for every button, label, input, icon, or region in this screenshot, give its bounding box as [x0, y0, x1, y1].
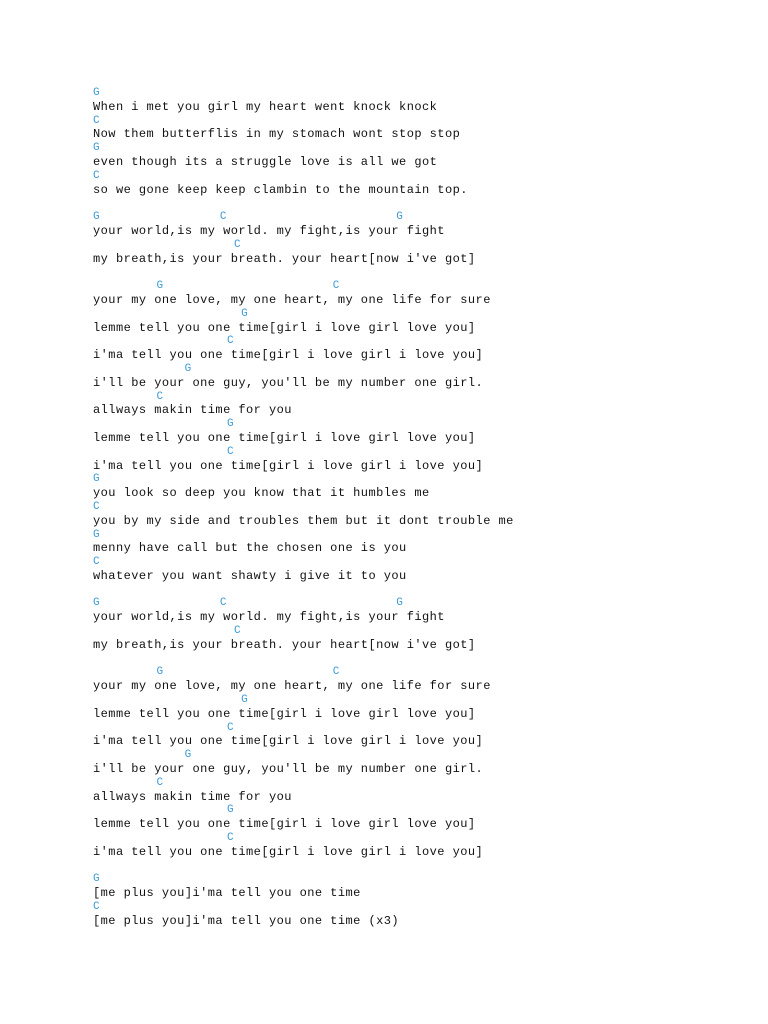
lyric-line: When i met you girl my heart went knock knock — [93, 99, 438, 114]
lyric-line: my breath,is your breath. your heart[now i've got] — [93, 251, 476, 266]
chord-line: C — [93, 556, 101, 569]
chord-line: G — [93, 418, 235, 431]
lyric-line: your world,is my world. my fight,is your fight — [93, 223, 445, 238]
chord-line: C — [93, 625, 242, 638]
lyric-line: whatever you want shawty i give it to you — [93, 568, 407, 583]
lyric-line: i'ma tell you one time[girl i love girl i love you] — [93, 458, 484, 473]
lyric-line: lemme tell you one time[girl i love girl love you] — [93, 320, 476, 335]
chord-line: C — [93, 832, 235, 845]
chord-line: G — [93, 87, 101, 99]
blank-line — [93, 653, 753, 667]
chord-line: C — [93, 390, 164, 403]
lyric-line: your my one love, my one heart, my one life for sure — [93, 679, 491, 694]
chord-line: G — [93, 694, 249, 707]
chord-line: G — [93, 528, 101, 541]
chord-line: G — [93, 362, 192, 375]
lyric-line: [me plus you]i'ma tell you one time (x3) — [93, 913, 400, 928]
lyric-line: you look so deep you know that it humbles me — [93, 486, 430, 501]
chord-line: C — [93, 721, 235, 734]
chord-line: G C G — [93, 597, 404, 610]
chord-line: C — [93, 901, 101, 914]
lyric-line: i'ma tell you one time[girl i love girl i love you] — [93, 734, 484, 749]
chord-line: C — [93, 335, 235, 348]
blank-line — [93, 860, 753, 874]
chord-line: G C — [93, 666, 340, 679]
lyric-line: allways makin time for you — [93, 789, 292, 804]
chord-line: C — [93, 500, 101, 513]
lyric-line: lemme tell you one time[girl i love girl love you] — [93, 706, 476, 721]
lyric-line: so we gone keep keep clambin to the mountain top. — [93, 182, 468, 197]
chord-line: G C — [93, 280, 340, 293]
chord-line: C — [93, 114, 101, 127]
lyric-line: allways makin time for you — [93, 403, 292, 418]
lyric-line: [me plus you]i'ma tell you one time — [93, 886, 361, 901]
lyric-line: Now them butterflis in my stomach wont stop stop — [93, 127, 461, 142]
lyric-line: my breath,is your breath. your heart[now i've got] — [93, 637, 476, 652]
lyric-line: your my one love, my one heart, my one life for sure — [93, 292, 491, 307]
lyric-line: you by my side and troubles them but it dont trouble me — [93, 513, 514, 528]
chord-line: G — [93, 142, 101, 155]
lyric-line: menny have call but the chosen one is you — [93, 541, 407, 556]
lyric-line: i'ma tell you one time[girl i love girl i love you] — [93, 348, 484, 363]
chord-line: G — [93, 473, 101, 486]
lyric-line: lemme tell you one time[girl i love girl love you] — [93, 430, 476, 445]
lyric-line: your world,is my world. my fight,is your fight — [93, 610, 445, 625]
blank-line — [93, 584, 753, 598]
chord-line: C — [93, 169, 101, 182]
chord-line: G — [93, 873, 101, 886]
lyric-line: i'll be your one guy, you'll be my number one girl. — [93, 762, 484, 777]
blank-line — [93, 266, 753, 280]
lyric-line: i'll be your one guy, you'll be my number one girl. — [93, 375, 484, 390]
lyric-line: i'ma tell you one time[girl i love girl i love you] — [93, 844, 484, 859]
lyric-line: lemme tell you one time[girl i love girl love you] — [93, 817, 476, 832]
chord-line: G C G — [93, 211, 404, 224]
chord-line: C — [93, 776, 164, 789]
chord-line: G — [93, 804, 235, 817]
chord-line: C — [93, 238, 242, 251]
lyric-line: even though its a struggle love is all we got — [93, 154, 438, 169]
chord-line: G — [93, 307, 249, 320]
chord-line: C — [93, 445, 235, 458]
song-sheet — [93, 87, 753, 929]
chord-line: G — [93, 749, 192, 762]
blank-line — [93, 197, 753, 211]
